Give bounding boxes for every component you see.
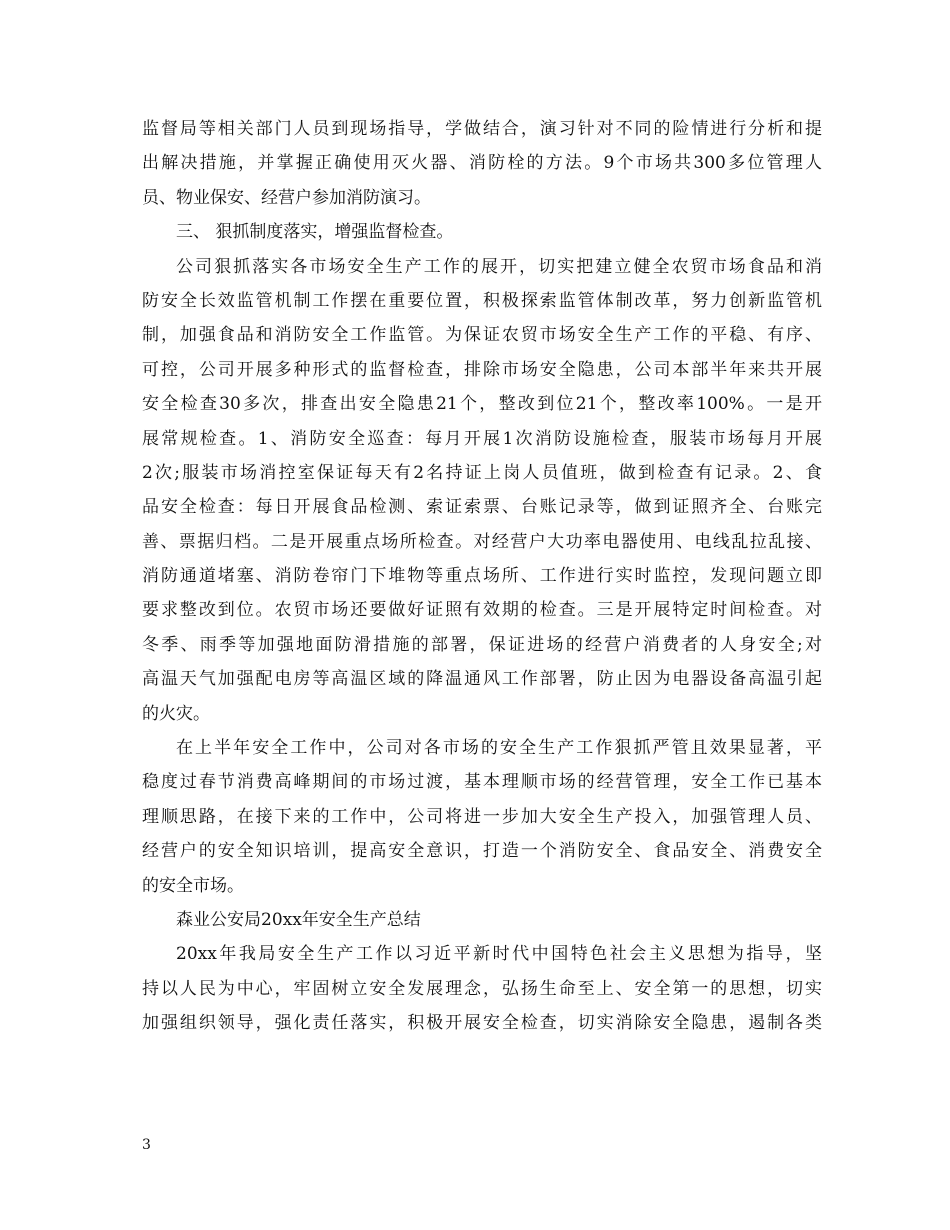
paragraph-line: 高温天气加强配电房等高温区域的降温通风工作部署，防止因为电器设备高温引起: [142, 669, 822, 690]
paragraph-line: 制，加强食品和消防安全工作监管。为保证农贸市场安全生产工作的平稳、有序、: [142, 325, 822, 346]
paragraph-line: 2次;服装市场消控室保证每天有2名持证上岗人员值班，做到检查有记录。2、食: [142, 462, 822, 483]
paragraph-line: 在上半年安全工作中，公司对各市场的安全生产工作狠抓严管且效果显著，平: [176, 738, 822, 759]
paragraph-line: 防安全长效监管机制工作摆在重要位置，积极探索监管体制改革，努力创新监管机: [142, 290, 822, 311]
paragraph-line: 品安全检查：每日开展食品检测、索证索票、台账记录等，做到证照齐全、台账完: [142, 497, 822, 518]
paragraph-line: 出解决措施，并掌握正确使用灭火器、消防栓的方法。9个市场共300多位管理人: [142, 153, 822, 174]
paragraph-line: 稳度过春节消费高峰期间的市场过渡，基本理顺市场的经营管理，安全工作已基本: [142, 772, 822, 793]
paragraph-line: 冬季、雨季等加强地面防滑措施的部署，保证进场的经营户消费者的人身安全;对: [142, 634, 822, 655]
paragraph-line: 要求整改到位。农贸市场还要做好证照有效期的检查。三是开展特定时间检查。对: [142, 600, 822, 621]
paragraph-line: 展常规检查。1、消防安全巡查：每月开展1次消防设施检查，服装市场每月开展: [142, 428, 822, 449]
paragraph-line: 理顺思路，在接下来的工作中，公司将进一步加大安全生产投入，加强管理人员、: [142, 806, 822, 827]
paragraph-line: 安全检查30多次，排查出安全隐患21个，整改到位21个，整改率100%。一是开: [142, 394, 822, 415]
paragraph-line: 员、物业保安、经营户参加消防演习。: [142, 187, 431, 208]
paragraph-line: 经营户的安全知识培训，提高安全意识，打造一个消防安全、食品安全、消费安全: [142, 841, 822, 862]
document-subtitle: 森业公安局20xx年安全生产总结: [176, 909, 421, 930]
paragraph-line: 可控，公司开展多种形式的监督检查，排除市场安全隐患，公司本部半年来共开展: [142, 359, 822, 380]
paragraph-line: 持以人民为中心，牢固树立安全发展理念，弘扬生命至上、安全第一的思想，切实: [142, 978, 822, 999]
paragraph-line: 公司狠抓落实各市场安全生产工作的展开，切实把建立健全农贸市场食品和消: [176, 256, 822, 277]
page-number: 3: [142, 1137, 151, 1153]
section-heading: 三、 狠抓制度落实，增强监督检查。: [176, 222, 454, 243]
paragraph-line: 的火灾。: [142, 703, 210, 724]
paragraph-line: 消防通道堵塞、消防卷帘门下堆物等重点场所、工作进行实时监控，发现问题立即: [142, 566, 822, 587]
paragraph-line: 20xx年我局安全生产工作以习近平新时代中国特色社会主义思想为指导，坚: [176, 944, 822, 965]
paragraph-line: 监督局等相关部门人员到现场指导，学做结合，演习针对不同的险情进行分析和提: [142, 119, 822, 139]
paragraph-line: 善、票据归档。二是开展重点场所检查。对经营户大功率电器使用、电线乱拉乱接、: [142, 531, 822, 552]
document-body: [142, 112, 822, 1041]
paragraph-line: 加强组织领导，强化责任落实，积极开展安全检查，切实消除安全隐患，遏制各类: [142, 1013, 822, 1034]
paragraph-line: 的安全市场。: [142, 875, 244, 896]
